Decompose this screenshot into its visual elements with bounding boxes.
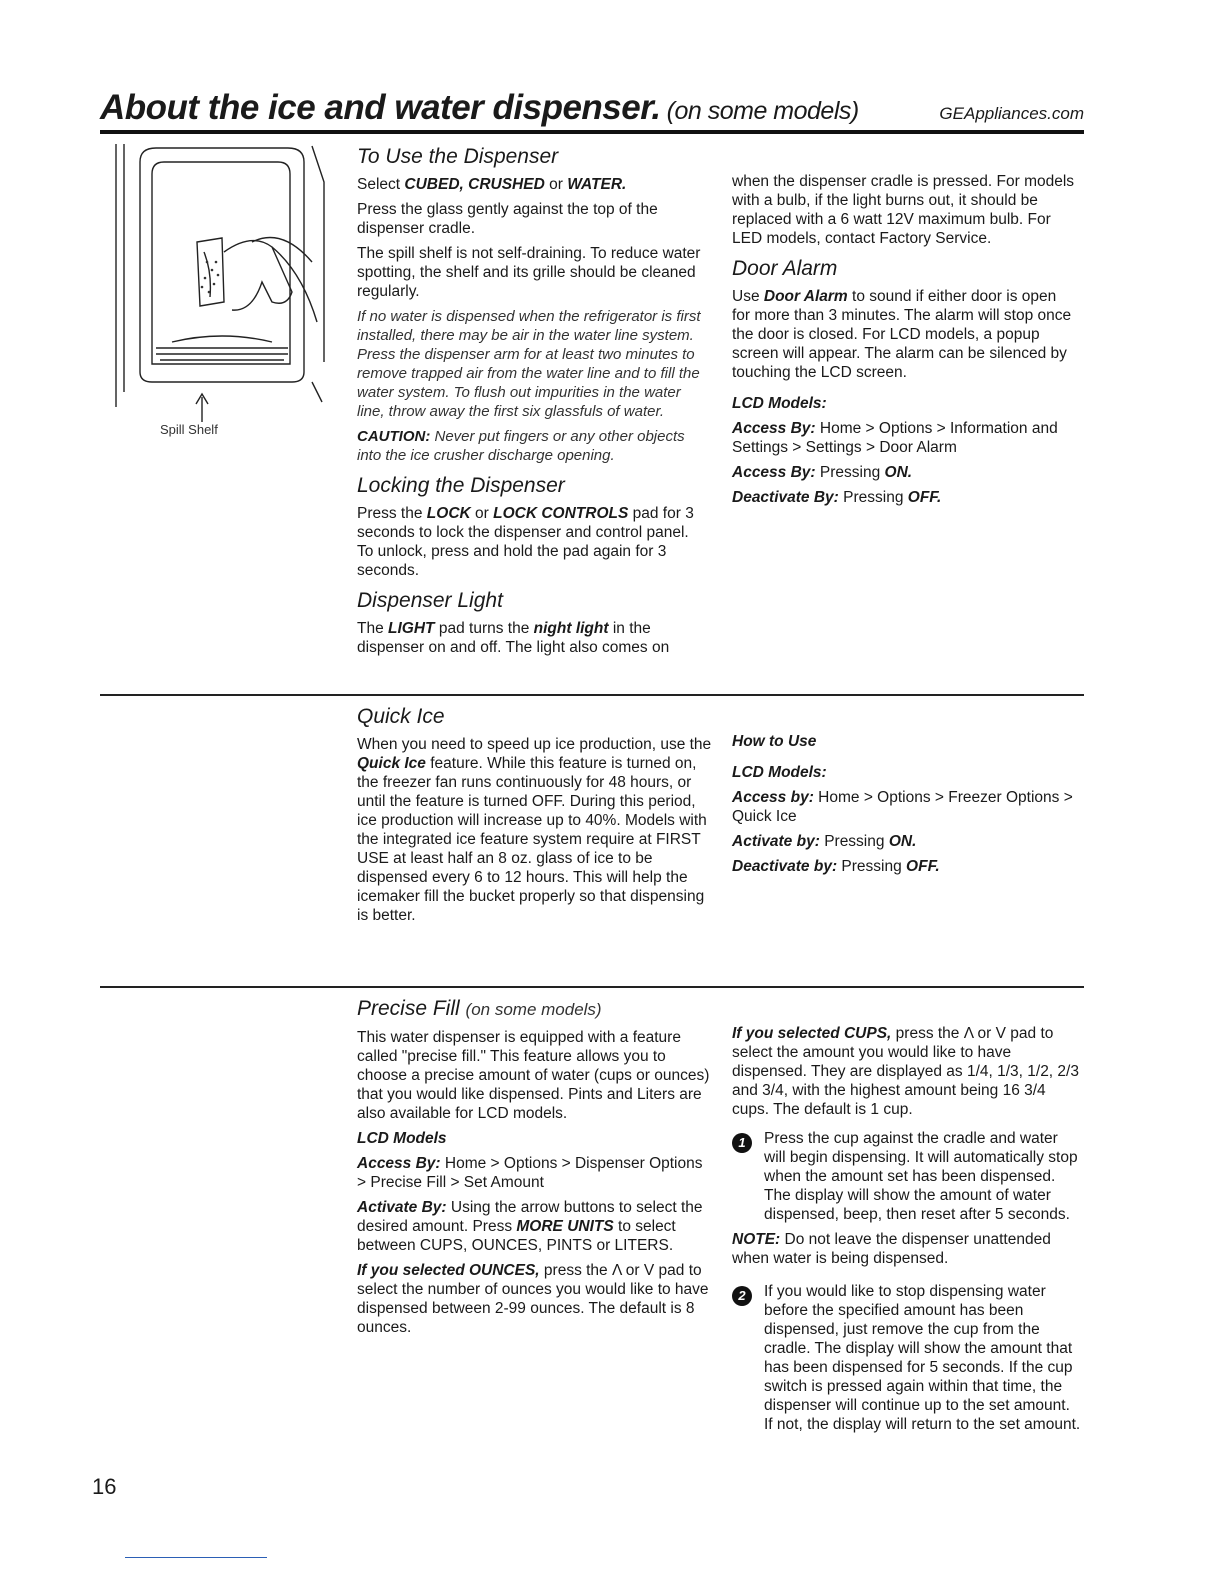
door-lcd-models: LCD Models: [732,395,827,412]
precise-activate-b: to select between CUPS, OUNCES, PINTS or LITERS. [357,1218,676,1254]
heading-quick-ice: Quick Ice [357,705,445,728]
quick-deactivate-pressing: Pressing [841,858,902,875]
step-2-text: If you would like to stop dispensing water before the specified amount has been dispensed, just remove the cup from the cradle. The display will show the amount that has been dispensed for 5 seconds. If the cup switch is pressed again within that time, the dispenser will continue up to the set amount. If not, the display will return to the set amount. [764,1283,1081,1433]
select-or: or [549,176,563,193]
press-glass-text: Press the glass gently against the top of the dispenser cradle. [357,201,658,237]
heading-light: Dispenser Light [357,589,503,612]
door-alarm-text [732,287,1077,382]
section-use-dispenser [357,144,707,663]
more-units-label: MORE UNITS [516,1218,614,1235]
precise-activate-a: Using the arrow buttons to select the desired amount. Press [357,1199,703,1235]
header-rule [100,130,1084,134]
light-pad-label: LIGHT [388,620,435,637]
door-access-label: Access By: [732,420,816,437]
lock-controls-label: LOCK CONTROLS [493,505,629,522]
light-text-c: in the dispenser on and off. The light also comes on [357,620,670,656]
step-2 [732,1282,1082,1434]
quick-lcd-models: LCD Models: [732,764,827,781]
door-access-pressing: Pressing [819,464,881,481]
select-line [357,175,707,194]
section-quick-ice [357,704,712,931]
page-number: 16 [92,1474,117,1499]
heading-locking: Locking the Dispenser [357,474,565,497]
precise-activate [357,1198,712,1255]
section-quick-ice-howto [732,732,1077,882]
title-subtitle: (on some models) [666,97,859,125]
precise-lcd-models: LCD Models [357,1130,447,1147]
ounces-text: press the Λ or V pad to select the number of ounces you would like to have dispensed between 2-99 ounces. The default is 8 ounces. [357,1262,709,1336]
light-text-b: pad turns the [438,620,530,637]
select-prefix: Select [357,176,401,193]
quick-deactivate-label: Deactivate by: [732,858,838,875]
light-continued: when the dispenser cradle is pressed. For models with a bulb, if the light burns out, it should be replaced with a 6 watt 12V maximum bulb. For LED models, contact Factory Service. [732,173,1075,247]
precise-ounces [357,1261,712,1337]
locking-or: or [475,505,489,522]
door-access-path [732,419,1077,457]
quick-ice-label: Quick Ice [357,755,426,772]
title-main: About the ice and water dispenser. [100,88,661,127]
precise-intro: This water dispenser is equipped with a feature called "precise fill." This feature allows you to choose a precise amount of water (cups or ounces) that you would like dispensed. Pints and Liters are also available for LCD models. [357,1029,710,1122]
select-water: WATER. [567,176,627,193]
door-alarm-use: Use [732,288,760,305]
air-note: If no water is dispensed when the refrigerator is first installed, there may be air in the water line system. Press the dispenser arm for at least two minutes to remove trapped air from the water line and to fill the water system. To flush out impurities in the water line, throw away the first six glassfuls of water. [357,308,701,420]
select-options: CUBED, CRUSHED [404,176,545,193]
quick-ice-text [357,735,712,925]
section-precise-fill-right [732,1024,1082,1434]
light-text [357,619,707,657]
section-divider-2 [100,986,1084,988]
illustration-caption: Spill Shelf [160,422,218,437]
precise-fill-sub: (on some models) [465,1000,602,1019]
precise-access-label: Access By: [357,1155,441,1172]
precise-access [357,1154,712,1192]
quick-activate [732,832,1077,851]
door-deactivate-label: Deactivate By: [732,489,839,506]
cups-label: If you selected CUPS, [732,1025,892,1042]
quick-ice-text-a: When you need to speed up ice production, use the [357,736,712,753]
heading-door-alarm: Door Alarm [732,257,838,280]
quick-access-path [732,788,1077,826]
dispenser-illustration [112,142,337,422]
precise-activate-label: Activate By: [357,1199,447,1216]
quick-access-label: Access by: [732,789,814,806]
door-alarm-desc: to sound if either door is open for more than 3 minutes. The alarm will stop once the door is closed. For LCD models, a popup screen will appear. The alarm can be silenced by touching the LCD screen. [732,288,1072,381]
precise-fill-title: Precise Fill [357,997,460,1020]
caution-text: Never put fingers or any other objects into the ice crusher discharge opening. [357,428,685,464]
door-alarm-label: Door Alarm [763,288,848,305]
section-precise-fill [357,996,712,1343]
ounces-label: If you selected OUNCES, [357,1262,540,1279]
quick-deactivate [732,857,1077,876]
spill-shelf-text: The spill shelf is not self-draining. To reduce water spotting, the shelf and its grille should be cleaned regularly. [357,245,701,300]
site-name: GEAppliances.com [939,104,1084,123]
quick-on-label: ON. [888,833,917,850]
light-text-a: The [357,620,384,637]
step-2-bullet: 2 [732,1286,752,1306]
footer-link-line [125,1557,267,1558]
page-title [100,88,859,128]
precise-note [732,1230,1082,1268]
note-label: NOTE: [732,1231,781,1248]
step-1 [732,1129,1082,1224]
quick-access-path-text: Home > Options > Freezer Options > Quick Ice [732,789,1073,825]
note-text: Do not leave the dispenser unattended when water is being dispensed. [732,1231,1051,1267]
locking-text [357,504,707,580]
door-access-on [732,463,1077,482]
door-deactivate [732,488,1077,507]
caution-note [357,427,707,465]
step-1-text: Press the cup against the cradle and water will begin dispensing. It will automatically stop when the amount set has been dispensed. The display will show the amount of water dispensed, beep, then reset after 5 seconds. [764,1130,1078,1223]
step-1-bullet: 1 [732,1133,752,1153]
section-light-continued [732,172,1077,513]
door-access-path-text: Home > Options > Information and Settings > Settings > Door Alarm [732,420,1058,456]
heading-use-dispenser: To Use the Dispenser [357,145,559,168]
locking-text-b: pad for 3 seconds to lock the dispenser and control panel. To unlock, press and hold the pad again for 3 seconds. [357,505,694,579]
night-light-label: night light [533,620,609,637]
quick-activate-pressing: Pressing [824,833,885,850]
lock-label: LOCK [426,505,471,522]
quick-ice-text-b: feature. While this feature is turned on, the freezer fan runs continuously for 48 hours, or until the feature is turned OFF. During this period, ice production will increase up to 40%. Models with the integrated ice feature system require at FIRST USE at least half an 8 oz. glass of ice to be dispensed every 6 to 12 hours. This will help the icemaker fill the bucket properly so that dispensing is better. [357,755,707,924]
quick-off-label: OFF. [906,858,940,875]
door-on-label: ON. [884,464,913,481]
door-deactivate-pressing: Pressing [843,489,904,506]
quick-activate-label: Activate by: [732,833,820,850]
locking-text-a: Press the [357,505,423,522]
how-to-use: How to Use [732,733,817,750]
precise-access-path: Home > Options > Dispenser Options > Precise Fill > Set Amount [357,1155,703,1191]
dispenser-illustration-icon [112,142,337,422]
caution-label: CAUTION: [357,428,431,445]
door-off-label: OFF. [907,489,942,506]
heading-precise-fill [357,996,712,1023]
precise-cups [732,1024,1082,1119]
door-access-label2: Access By: [732,464,816,481]
section-divider-1 [100,694,1084,696]
cups-text: press the Λ or V pad to select the amount you would like to have dispensed. They are displayed as 1/4, 1/3, 1/2, 2/3 and 3/4, with the highest amount being 16 3/4 cups. The default is 1 cup. [732,1025,1079,1118]
